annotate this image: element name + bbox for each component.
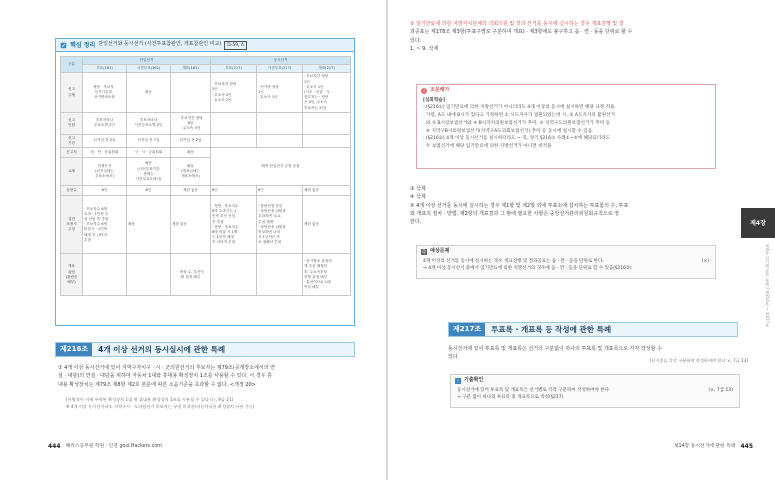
paragraph-line: 동시선거에 있어 투표록 및 개표록은 선거의 구분없이 하나의 투표록 및 개표록으로 각각 작성할 수	[448, 346, 662, 352]
table-cell	[171, 73, 211, 112]
paragraph-line: ⑤ 4개 이상 선거를 동시에 실시하는 경우 제1항 및 제2항 외에 투표소에 설치하는 투표함의 수, 투표	[410, 202, 629, 209]
sub-header: 투표(217)	[211, 65, 257, 73]
table-cell: 6인	[127, 186, 171, 196]
table-cell	[211, 134, 257, 147]
table-cell: 선거일 전 7일	[127, 134, 171, 147]
practice-box	[416, 245, 716, 279]
commentary-line: 가령, A도 내에 B시가 있다고 가정하면 ① 시도지사가 궐원되었는데 시, ② A도지사의 불원선거	[423, 113, 615, 119]
table-cell: 후보자마다 투표소별 2인	[83, 112, 127, 134]
paragraph-line: ③ 삭제	[410, 186, 426, 192]
table-cell: · 정당선정 우선 · 정당선정 위원을 초과하면 '토요 추첨 재재' · 정당선정 위원을 미달하면 나머 지 1인씩은 후 보 정해서 추첨	[257, 196, 303, 254]
table-cell-merged: 좌측 단일선거 규정 준용	[211, 148, 351, 186]
table-cell: 6인	[211, 186, 257, 196]
row-header: 실현수	[61, 186, 83, 196]
table-cell: · 후보자수 6명 초과 : 1인씩 우 선 선임 후 추첨 · 후보자수 6명 미달시 : 1인씩 배정 후 나머지 추첨	[83, 196, 127, 254]
footer-text: 해커스공무원 학원 · 인강 gosi.Hackers.com	[65, 443, 162, 449]
article-title: 투표록 · 개표록 등 작성에 관한 특례	[491, 324, 612, 334]
sub-header: 사전투표(162)	[127, 65, 171, 73]
practice-question: 4개 이상의 선거를 동시에 실시하는 경우 개표진행 및 결과공표는 읍 · 면 · 동을 단위로 한다.	[423, 258, 604, 264]
practice-answer: → 4개 이상 동시선거 중에서 임기만료에 의한 지방선거의 경우에 읍 · 면 · 동을 단위로 할 수 있음(§216②)	[423, 266, 632, 272]
paragraph-line: 있다.	[410, 37, 422, 44]
exam-check-box	[450, 374, 740, 408]
right-page	[388, 0, 775, 480]
table-cell: 정당 · 후보자 · 선거사무장 · 선거연락소장	[83, 73, 127, 112]
paragraph-line: ② 임기만료에 의한 지방자치단체의 의회의원 및 장의 선거를 동시에 실시하는 경우 개표진행 및 결	[410, 21, 624, 27]
page-number: 445	[740, 443, 753, 450]
sub-header: 개표(217)	[303, 65, 351, 73]
table-cell	[257, 254, 303, 296]
practice-mark: (×)	[701, 258, 709, 264]
summary-title: 단일선거와 동시선거 (사전투표참관인, 개표참관인 비교)	[98, 41, 222, 48]
table-cell: 선거일 전 2일	[171, 134, 211, 147]
chapter-side-text: 제4장 선거에 관한 특례 / 제214조 ~ 제217조	[765, 244, 770, 328]
paragraph-line: 한다.	[410, 219, 422, 225]
table-cell: 좌동	[127, 196, 171, 254]
commentary-header	[417, 85, 715, 96]
left-page	[0, 0, 386, 480]
table-row	[61, 148, 351, 158]
table-cell	[303, 134, 351, 147]
exam-check-body	[451, 387, 739, 405]
question-icon: Q	[422, 248, 426, 254]
header-gubun: 구분	[61, 57, 83, 73]
footer-text: 제14장 동시선거에 관한 특례	[673, 443, 736, 449]
row-header: 개표 관람 (관람증 배부)	[61, 254, 83, 296]
info-icon: i	[421, 88, 427, 94]
row-header: 신고처	[61, 148, 83, 158]
table-cell: 좌동	[127, 73, 171, 112]
table-cell: 제한 없음	[303, 196, 351, 254]
table-cell: · 후보자간 정당 1인 · 무소속 1인 (기초 · 선관 · 시 전투표는 · 정당 은 4인, 무소속 후보자는 1인)	[303, 73, 351, 112]
paragraph-line: 와 개표의 절차 · 방법, 제2항의 개표결과 그 밖에 필요한 사항은 중앙선거관리위원회규칙으로 정	[410, 210, 619, 217]
commentary-line: 두 보궐선거에 해당 임기만료에 의한 지방선거가 아니면 비적용	[423, 144, 552, 150]
table-row	[61, 112, 351, 134]
items-3-5	[410, 185, 728, 226]
left-footer	[48, 442, 162, 451]
sub-header: 투표(161)	[83, 65, 127, 73]
table-cell	[303, 112, 351, 134]
commentary-subtitle: [심화학습]	[423, 97, 445, 103]
sub-header: 사전투표(217)	[257, 65, 303, 73]
header-simul: 동시선거	[211, 57, 351, 65]
table-row	[61, 254, 351, 296]
table-row	[61, 196, 351, 254]
chapter-tab[interactable]: 제4장	[741, 208, 775, 238]
summary-box	[55, 38, 355, 326]
commentary-line: ⑥ 지역구B시의원보궐선거(지역구A도의회보궐선거) 추미 등 동시에 실시할 수 있음.	[423, 128, 594, 134]
practice-body	[417, 258, 715, 276]
check-icon: ✓	[456, 377, 460, 383]
commentary-line: · (§216②) 4개 이상 동시선거를 실시하더라도 ~ 즉, 상기 §216① 사례①~⑤에 해당되더라도	[423, 136, 611, 142]
header-single: 단일선거	[83, 57, 211, 65]
commentary-body	[417, 96, 715, 153]
table-cell	[83, 254, 127, 296]
table-row	[61, 73, 351, 112]
table-cell: 좌동 (개표일에는 개표소에서)	[171, 158, 211, 186]
article-title: 4개 이상 선거의 동시실시에 관한 특례	[98, 344, 226, 354]
table-cell: 선거일 전 2일	[83, 134, 127, 147]
table-cell	[211, 112, 257, 134]
article-216-header	[55, 342, 355, 357]
summary-badge: 핵심 정리	[70, 41, 96, 49]
commentary-line: · (§216①) 임기만료에 의한 지방선거가 아니더라도 4개 이상의 동시에 실시하면 해당 규정 적용.	[423, 105, 617, 111]
table-cell: 구 · 시 · 군위원회	[127, 148, 171, 158]
summary-header	[56, 39, 354, 52]
article-number: 제217조	[449, 323, 485, 336]
row-header: 교체	[61, 158, 83, 186]
table-cell: · 정당 · 후보자수 6명 초과시는 1 인씩 우선 선임 후 추첨 · 정당 · 후보자수 6명 미달 시 1명 는 1인씩 배정 후 나머지 추첨	[211, 196, 257, 254]
pen-icon	[60, 42, 67, 49]
table-cell: 제한 없음	[303, 186, 351, 196]
table-cell: · 동시협조 관점의 개 우선 배정한 후, 무소속후보 자별 관정 배부 · 통신이므로 1매 이상 배부	[303, 254, 351, 296]
article-line: ① 4개 이상 동시선거에 있어 지역구자치구 · 시 · 군의원선거의 후보자는 제79조(공개장소에서의 연	[58, 365, 275, 371]
commentary-title: 조문해가	[430, 87, 450, 93]
paragraph-line: 있다.	[448, 354, 460, 361]
exam-check-header	[451, 375, 739, 387]
table-cell: · 먹성 수, 우선이 할 결정 배부	[171, 254, 211, 296]
table-cell	[257, 112, 303, 134]
article-line: 설 · 대담)의 연설 · 대담을 위하여 자동차 1대와 휴대용 확성장치 1조를 사용할 수 있다. 이 경우 휴	[58, 373, 272, 380]
table-cell: · 후보자간 정당 2인 · 무소속 2인 · 무소속 2인	[211, 73, 257, 112]
table-row	[61, 134, 351, 147]
note-line: ※ 4개 이상 동시선거라도 지역구시 · 도의원선거 후보자는 규정 미적용(자동차식용 확성장치 사용 가능)	[66, 403, 255, 409]
exam-check-title: 기출확인	[464, 377, 484, 383]
table-cell: · 후보자간 정당 6인 · 무소속 3인	[171, 112, 211, 134]
commentary-box	[416, 84, 716, 169]
practice-title: 예상문제	[430, 248, 450, 254]
table-cell: 6인	[83, 186, 127, 196]
paragraph-line: 과공표는 제178조 제3항(투표구별로 구분하여 개표) · 제3항에도 불구하고 읍 · 면 · 동을 단위로 할 수	[410, 29, 633, 36]
commentary-line: 와 ③ B시장보궐선거와 ④ B시자치의원보궐선거가 추미, ⑤ 지역구도의원보궐선거가 추미 등	[423, 120, 611, 126]
table-cell: 제한 없음	[171, 196, 211, 254]
page-number: 444	[48, 443, 61, 450]
article-217-header	[448, 322, 738, 337]
table-cell: 언제든지 (선거일에는 투표소에서)	[83, 158, 127, 186]
row-header: 신고 기한	[61, 134, 83, 147]
exam-question: 동시선거에 있어 투표록 및 개표록은 선거별로 각각 구분하여 작성하여야 한다.	[457, 387, 611, 393]
row-header: 신고 주체	[61, 73, 83, 112]
table-cell	[127, 254, 171, 296]
row-header: 실현 조정시 주청	[61, 196, 83, 254]
practice-header	[417, 246, 715, 258]
summary-tag: D-59, A	[224, 41, 247, 50]
table-cell	[211, 254, 257, 296]
row-header: 신고 인원	[61, 112, 83, 134]
article-216-body	[58, 364, 368, 389]
item-2	[410, 20, 720, 53]
article-line: 대용 확성장치는 제79조 제8항 제2호 본문에 따른 소음기준을 초과할 수 없다. <개정 20>	[58, 381, 256, 388]
right-footer	[674, 442, 753, 451]
table-cell: 후보자마다 사전투표소별 2인	[127, 112, 171, 134]
note-line: [이원적이 이에 부착된 확성장치 1대 및 휴대용 확성장치 1조를 사용할 수 있다 (○, 9급 21)	[66, 397, 234, 402]
paragraph-line: ④ 삭제	[410, 194, 426, 201]
table-row	[61, 186, 351, 196]
exam-mark: (×, 7급 13)	[708, 387, 733, 393]
article-number: 제216조	[56, 343, 92, 356]
table-cell: 6인	[257, 186, 303, 196]
exam-answer: → 구분 없이 하나의 투표록 및 개표록으로 작성(§217)	[457, 395, 564, 401]
table-cell: 좌동	[171, 148, 211, 158]
article-216-notes	[66, 397, 366, 410]
table-cell	[257, 134, 303, 147]
table-cell: 읍 · 면 · 동위원회	[83, 148, 127, 158]
article-217-note: [선거종류 각각 구분하여 작성하여야 한다 ×, 7급 13]	[649, 358, 748, 363]
table-cell: 좌동 (사전투표기간 중에는 사전투표소에서)	[127, 158, 171, 186]
summary-table	[60, 56, 351, 296]
table-cell: · 선거별 정당 1인 · 무소속 1인	[257, 73, 303, 112]
table-cell: 제한 없음	[171, 186, 211, 196]
paragraph-line: 1. ~ 9. 삭제	[410, 45, 439, 52]
sub-header: 개표(181)	[171, 65, 211, 73]
